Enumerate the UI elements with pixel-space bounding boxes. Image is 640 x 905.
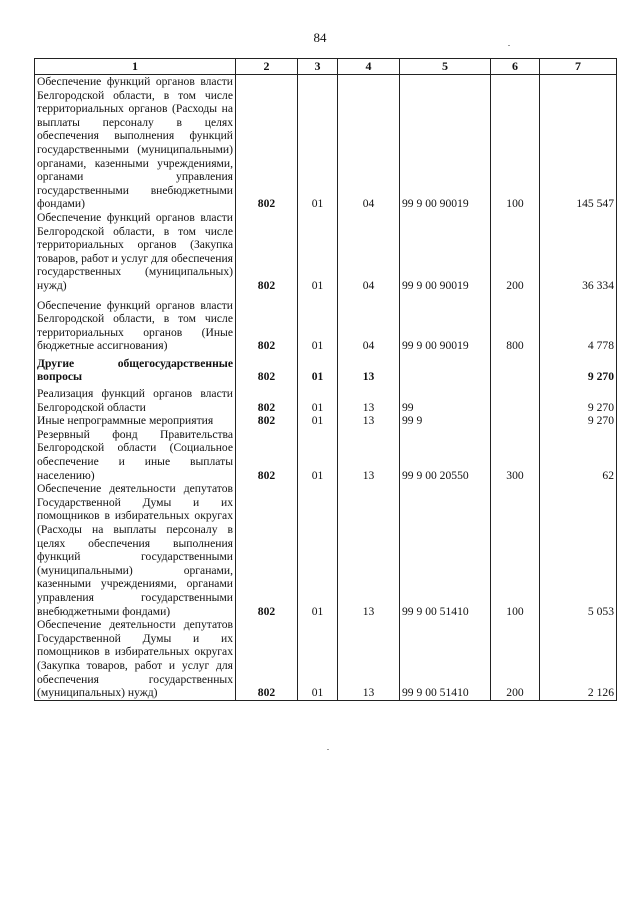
cell-expense-type: 300	[491, 428, 540, 482]
cell-amount: 5 053	[540, 482, 617, 618]
table-row	[35, 428, 617, 482]
cell-subsection: 04	[338, 293, 400, 353]
table-row	[35, 482, 617, 618]
cell-ministry: 802	[236, 211, 298, 293]
cell-section: 01	[298, 353, 338, 384]
cell-section: 01	[298, 384, 338, 414]
cell-subsection: 13	[338, 353, 400, 384]
scan-speck	[508, 45, 510, 46]
cell-amount: 145 547	[540, 75, 617, 211]
column-header: 4	[338, 59, 400, 75]
cell-amount: 62	[540, 428, 617, 482]
row-name: Обеспечение деятельности депутатов Государственной Думы и их помощников в избирательных округах (Расходы на выплаты персоналу в целях обеспечения выполнения функций государственными (муниципальными) органами, казенными учреждениями, органами управления государственными внебюджетными фондами)	[35, 482, 236, 618]
cell-subsection: 04	[338, 75, 400, 211]
scan-speck	[327, 749, 329, 750]
cell-expense-type: 100	[491, 482, 540, 618]
column-header: 5	[400, 59, 491, 75]
cell-ministry: 802	[236, 353, 298, 384]
cell-subsection: 13	[338, 428, 400, 482]
table-row	[35, 414, 617, 428]
column-header: 3	[298, 59, 338, 75]
cell-target-article: 99 9 00 51410	[400, 482, 491, 618]
cell-ministry: 802	[236, 482, 298, 618]
cell-expense-type: 100	[491, 75, 540, 211]
cell-subsection: 13	[338, 414, 400, 428]
cell-target-article: 99 9 00 90019	[400, 211, 491, 293]
cell-section: 01	[298, 414, 338, 428]
table-row	[35, 353, 617, 384]
cell-ministry: 802	[236, 75, 298, 211]
cell-target-article: 99 9 00 51410	[400, 618, 491, 700]
cell-expense-type: 800	[491, 293, 540, 353]
row-name: Обеспечение функций органов власти Белгородской области, в том числе территориальных органов (Закупка товаров, работ и услуг для обеспечения государственных (муниципальных) нужд)	[35, 211, 236, 293]
row-name: Реализация функций органов власти Белгородской области	[35, 384, 236, 414]
row-name: Обеспечение функций органов власти Белгородской области, в том числе территориальных органов (Расходы на выплаты персоналу в целях обеспечения выполнения функций государственными (муниципальными) органами, казенными учреждениями, органами управления государственными внебюджетными фондами)	[35, 75, 236, 211]
cell-section: 01	[298, 293, 338, 353]
cell-amount: 36 334	[540, 211, 617, 293]
header-row	[35, 59, 617, 75]
cell-target-article: 99 9 00 90019	[400, 293, 491, 353]
cell-amount: 9 270	[540, 384, 617, 414]
cell-ministry: 802	[236, 384, 298, 414]
budget-table	[34, 58, 617, 701]
table-row	[35, 384, 617, 414]
cell-expense-type	[491, 353, 540, 384]
row-name: Другие общегосударственные вопросы	[35, 353, 236, 384]
cell-target-article: 99 9 00 90019	[400, 75, 491, 211]
cell-amount: 4 778	[540, 293, 617, 353]
cell-subsection: 13	[338, 384, 400, 414]
cell-amount: 2 126	[540, 618, 617, 700]
page-number: 84	[313, 30, 327, 45]
cell-section: 01	[298, 211, 338, 293]
table-row	[35, 75, 617, 211]
cell-section: 01	[298, 482, 338, 618]
cell-section: 01	[298, 75, 338, 211]
table-row	[35, 211, 617, 293]
cell-subsection: 04	[338, 211, 400, 293]
cell-target-article: 99 9 00 20550	[400, 428, 491, 482]
row-name: Иные непрограммные мероприятия	[35, 414, 236, 428]
column-header: 1	[35, 59, 236, 75]
column-header: 6	[491, 59, 540, 75]
cell-ministry: 802	[236, 293, 298, 353]
cell-section: 01	[298, 618, 338, 700]
column-header: 2	[236, 59, 298, 75]
cell-expense-type	[491, 384, 540, 414]
column-header: 7	[540, 59, 617, 75]
cell-section: 01	[298, 428, 338, 482]
cell-expense-type: 200	[491, 211, 540, 293]
cell-amount: 9 270	[540, 414, 617, 428]
row-name: Резервный фонд Правительства Белгородской области (Социальное обеспечение и иные выплаты населению)	[35, 428, 236, 482]
cell-expense-type	[491, 414, 540, 428]
table-row	[35, 293, 617, 353]
cell-amount: 9 270	[540, 353, 617, 384]
table-row	[35, 618, 617, 700]
cell-expense-type: 200	[491, 618, 540, 700]
cell-ministry: 802	[236, 414, 298, 428]
cell-ministry: 802	[236, 618, 298, 700]
cell-target-article	[400, 353, 491, 384]
cell-subsection: 13	[338, 618, 400, 700]
cell-target-article: 99	[400, 384, 491, 414]
cell-subsection: 13	[338, 482, 400, 618]
cell-target-article: 99 9	[400, 414, 491, 428]
row-name: Обеспечение деятельности депутатов Государственной Думы и их помощников в избирательных округах (Закупка товаров, работ и услуг для обеспечения государственных (муниципальных) нужд)	[35, 618, 236, 700]
row-name: Обеспечение функций органов власти Белгородской области, в том числе территориальных органов (Иные бюджетные ассигнования)	[35, 293, 236, 353]
cell-ministry: 802	[236, 428, 298, 482]
